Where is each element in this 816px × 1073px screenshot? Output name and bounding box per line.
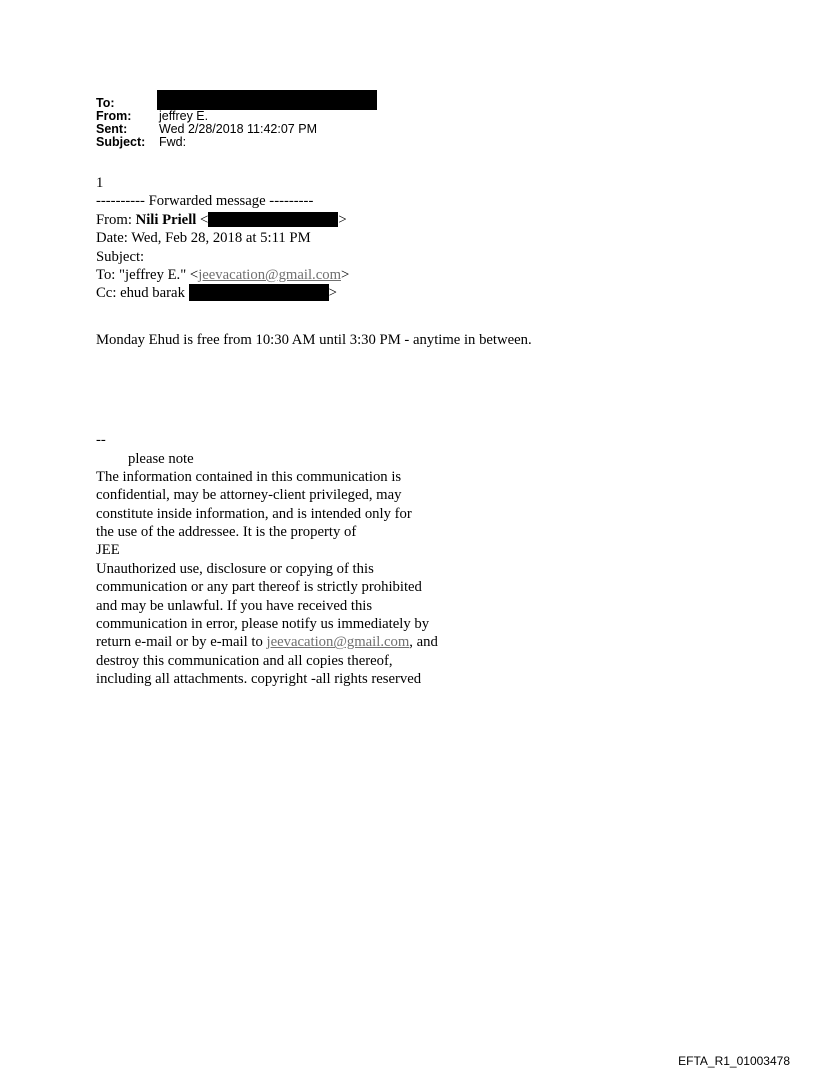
from-value: jeffrey E. [159,109,209,123]
signature-dash: -- [96,432,106,449]
return-suffix: , and [409,634,438,651]
redaction-block [189,284,329,301]
disclaimer-line: communication or any part thereof is strictly prohibited [96,579,422,596]
disclaimer-line: confidential, may be attorney-client privileged, may [96,487,402,504]
forwarded-from-open: < [196,211,209,228]
closing-line: including all attachments. copyright -all rights reserved [96,671,422,688]
forwarded-cc-prefix: Cc: ehud barak [96,285,189,302]
email-body [96,174,532,689]
sent-label: Sent: [96,122,128,136]
forwarded-from-line [96,211,532,229]
document-id: EFTA_R1_01003478 [678,1054,790,1068]
disclaimer-line: JEE [96,542,120,559]
forward-marker: ---------- Forwarded message --------- [96,193,314,210]
please-note: please note [128,450,194,467]
to-label: To: [96,96,115,110]
disclaimer-line: Unauthorized use, disclosure or copying of this [96,560,374,577]
subject-label: Subject: [96,135,146,149]
subject-value: Fwd: [159,135,187,149]
forwarded-from-close: > [338,211,347,228]
forwarded-from-name: Nili Priell [135,211,197,228]
number-line: 1 [96,175,104,191]
disclaimer-line: constitute inside information, and is intended only for [96,505,412,522]
disclaimer-line: The information contained in this communication is [96,468,402,485]
forwarded-to-line [96,266,532,284]
forwarded-date: Date: Wed, Feb 28, 2018 at 5:11 PM [96,230,311,247]
return-email-link[interactable]: jeevacation@gmail.com [266,634,410,651]
disclaimer-line: communication in error, please notify us immediately by [96,616,430,633]
forwarded-cc-close: > [328,285,337,302]
disclaimer-line: the use of the addressee. It is the property of [96,524,357,541]
forwarded-to-email-link[interactable]: jeevacation@gmail.com [198,266,341,283]
disclaimer-line: and may be unlawful. If you have received this [96,597,373,614]
redaction-block [157,90,377,110]
forwarded-to-prefix: To: "jeffrey E." < [96,266,199,283]
message-text: Monday Ehud is free from 10:30 AM until 3:30 PM - anytime in between. [96,331,532,348]
return-prefix: return e-mail or by e-mail to [96,634,267,651]
forwarded-subject: Subject: [96,248,145,265]
forwarded-to-suffix: > [341,266,350,283]
disclaimer [96,468,532,634]
closing-line: destroy this communication and all copies thereof, [96,652,393,669]
forwarded-cc-line [96,284,532,302]
redaction-block [208,212,338,227]
sent-value: Wed 2/28/2018 11:42:07 PM [159,122,317,136]
return-email-line [96,633,532,651]
forwarded-from-prefix: From: [96,211,136,228]
from-label: From: [96,109,132,123]
